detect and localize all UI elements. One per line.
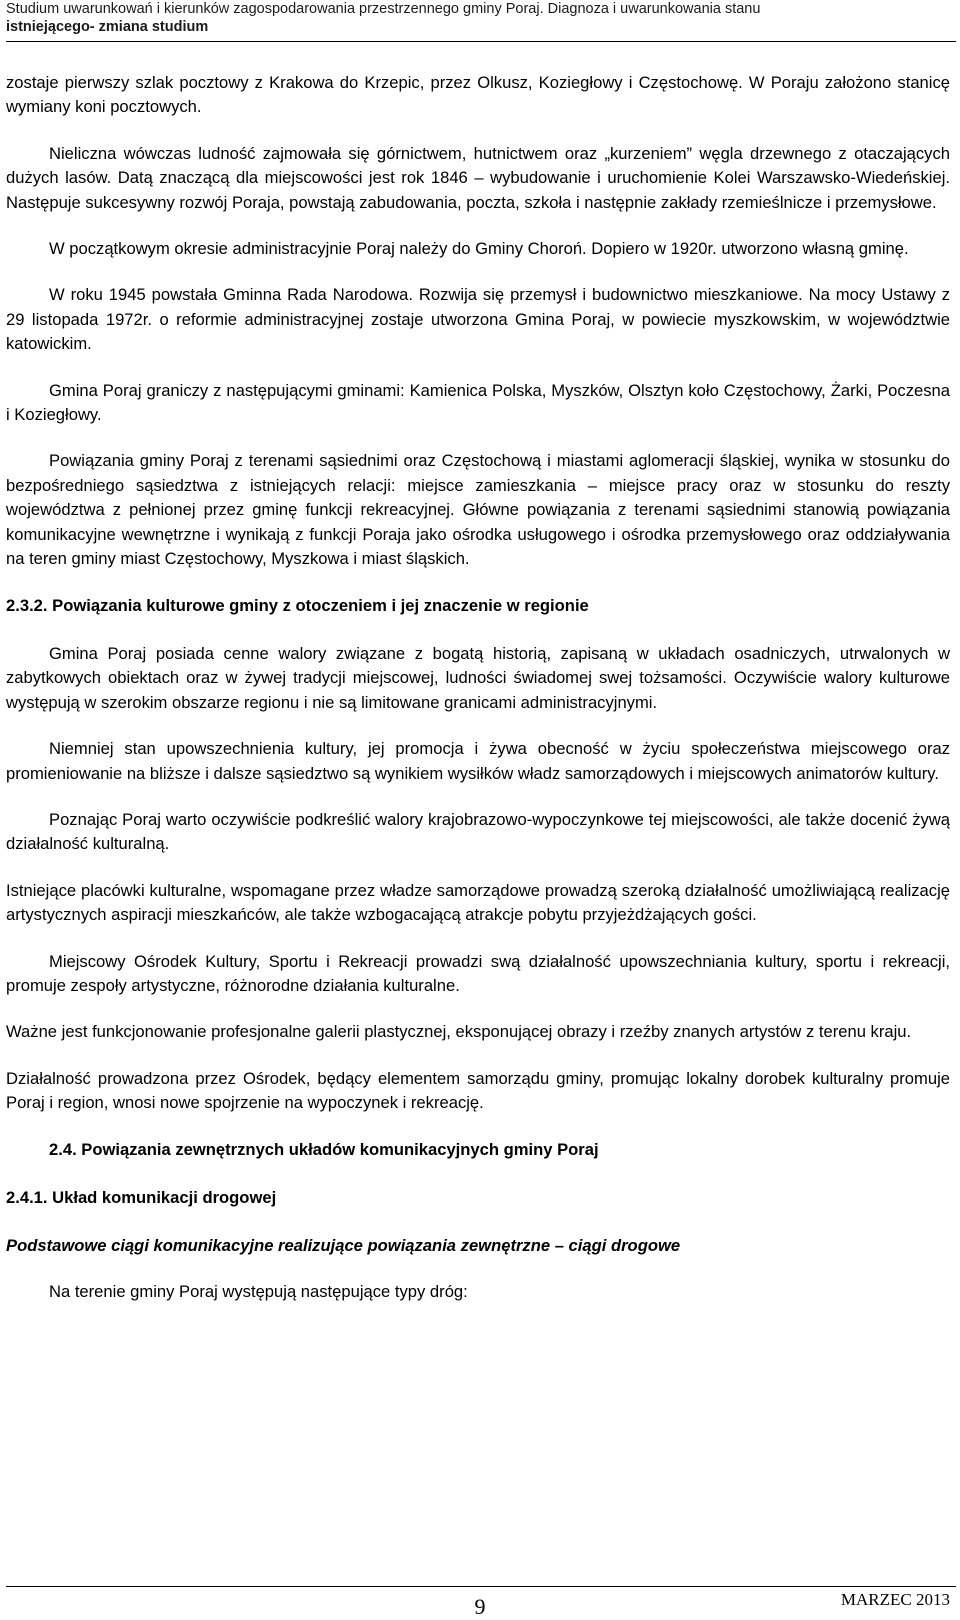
paragraph-13: Działalność prowadzona przez Ośrodek, będący elementem samorządu gminy, promując lokalny dorobek kulturalny promuje Poraj i region, wnosi nowe spojrzenie na wypoczynek i rekreację. (6, 1068, 950, 1113)
section-heading-2-3-2: 2.3.2. Powiązania kulturowe gminy z otoczeniem i jej znaczenie w regionie (6, 595, 589, 615)
paragraph-14: Na terenie gminy Poraj występują następujące typy dróg: (49, 1281, 468, 1301)
paragraph-11: Miejscowy Ośrodek Kultury, Sportu i Rekreacji prowadzi swą działalność upowszechniania kultury, sportu i rekreacji, promuje zespoły artystyczne, różnorodne działania kulturalne. (6, 951, 950, 995)
header-line-1: Studium uwarunkowań i kierunków zagospodarowania przestrzennego gminy Poraj. Diagnoza i uwarunkowania stanu (6, 1, 761, 17)
page-body (6, 71, 950, 1326)
footer-date: MARZEC 2013 (840, 1590, 950, 1609)
section-heading-2-4: 2.4. Powiązania zewnętrznych układów komunikacyjnych gminy Poraj (49, 1139, 599, 1159)
paragraph-3: W początkowym okresie administracyjnie Poraj należy do Gminy Choroń. Dopiero w 1920r. utworzono własną gminę. (49, 239, 909, 259)
footer-divider (6, 1586, 956, 1587)
subheading-road-corridors: Podstawowe ciągi komunikacyjne realizujące powiązania zewnętrzne – ciągi drogowe (6, 1236, 681, 1256)
paragraph-5: Gmina Poraj graniczy z następującymi gminami: Kamienica Polska, Myszków, Olsztyn koło Częstochowy, Żarki, Poczesna i Koziegłowy. (6, 380, 950, 425)
header-line-2: istniejącego- zmiana studium (6, 19, 209, 35)
paragraph-10: Istniejące placówki kulturalne, wspomagane przez władze samorządowe prowadzą szeroką działalność umożliwiającą realizację artystycznych aspiracji mieszkańców, ale także wzbogacającą atrakcje pobytu przyjeżdżających gości. (6, 880, 950, 925)
section-heading-2-4-1: 2.4.1. Układ komunikacji drogowej (6, 1188, 277, 1207)
paragraph-1: zostaje pierwszy szlak pocztowy z Krakowa do Krzepic, przez Olkusz, Koziegłowy i Częstochowę. W Poraju założono stanicę wymiany koni pocztowych. (6, 73, 950, 117)
paragraph-4: W roku 1945 powstała Gminna Rada Narodowa. Rozwija się przemysł i budownictwo mieszkaniowe. Na mocy Ustawy z 29 listopada 1972r. o reformie administracyjnej zostaje utworzona Gmina Poraj, w powiecie myszkowskim, w województwie katowickim. (6, 285, 950, 354)
paragraph-12: Ważne jest funkcjonowanie profesjonalne galerii plastycznej, eksponującej obrazy i rzeźby znanych artystów z terenu kraju. (6, 1022, 912, 1042)
paragraph-8: Niemniej stan upowszechnienia kultury, jej promocja i żywa obecność w życiu społeczeństwa miejscowego oraz promieniowanie na bliższe i dalsze sąsiedztwo są wynikiem wysiłków władz samorządowych i miejscowych animatorów kultury. (6, 739, 950, 783)
paragraph-2: Nieliczna wówczas ludność zajmowała się górnictwem, hutnictwem oraz „kurzeniem” węgla drzewnego z otaczających dużych lasów. Datą znaczącą dla miejscowości jest rok 1846 – wybudowanie i uruchomienie Kolei Warszawsko-Wiedeńskiej. Następuje sukcesywny rozwój Poraja, powstają zabudowania, poczta, szkoła i następnie zakłady rzemieślnicze i przemysłowe. (6, 143, 950, 212)
paragraph-9: Poznając Poraj warto oczywiście podkreślić walory krajobrazowo-wypoczynkowe tej miejscowości, ale także docenić żywą działalność kulturalną. (6, 809, 950, 854)
document-header (6, 0, 956, 36)
header-divider (6, 41, 956, 42)
paragraph-7: Gmina Poraj posiada cenne walory związane z bogatą historią, zapisaną w układach osadniczych, utrwalonych w zabytkowych obiektach oraz w żywej tradycji miejscowej, ludności świadomej swej tożsamości. Oczywiście walory kulturowe występują w szerokim obszarze regionu i nie są limitowane granicami administracyjnymi. (6, 643, 950, 712)
page-number: 9 (474, 1594, 486, 1619)
paragraph-6: Powiązania gminy Poraj z terenami sąsiednimi oraz Częstochową i miastami aglomeracji śląskiej, wynika w stosunku do bezpośredniego sąsiedztwa z istniejących relacji: miejsce zamieszkania – miejsce pracy oraz w stosunku do reszty województwa z pełnionej przez gminę funkcji rekreacyjnej. Główne powiązania z terenami sąsiednimi stanowią powiązania komunikacyjne wewnętrzne i wynikają z funkcji Poraja jako ośrodka usługowego i ośrodka przemysłowego oraz oddziaływania na teren gminy miast Częstochowy, Myszkowa i miast śląskich. (6, 451, 950, 569)
